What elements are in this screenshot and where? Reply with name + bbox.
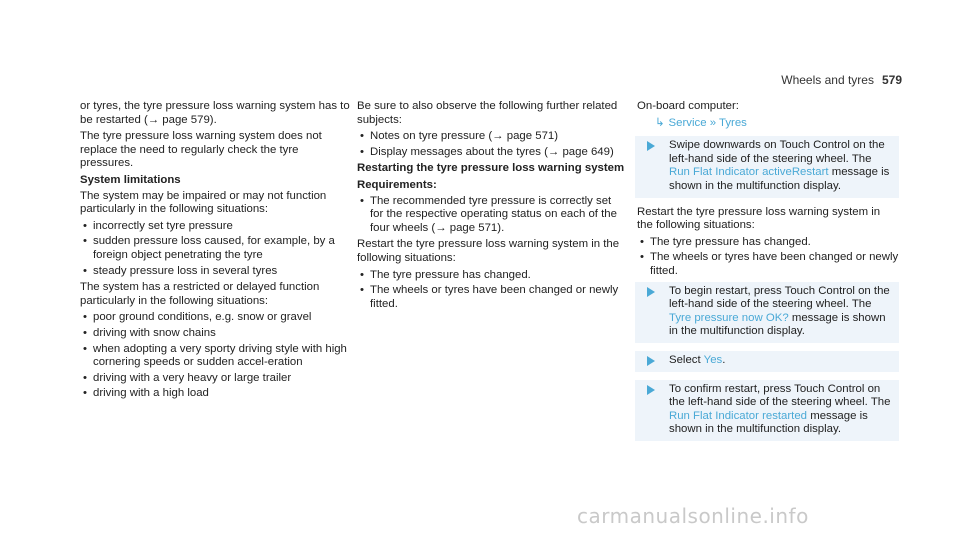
paragraph: On-board computer:: [637, 100, 739, 112]
list-item: • driving with a very heavy or large trailer: [80, 372, 352, 386]
list-item: • Display messages about the tyres (→ page 649): [357, 146, 625, 160]
paragraph: Restart the tyre pressure loss warning system in the following situations:: [357, 238, 620, 264]
step-text: Swipe downwards on Touch Control on the left-hand side of the steering wheel.: [669, 139, 885, 165]
list-item: • when adopting a very sporty driving style with high cornering speeds or sudden accel-eration: [80, 343, 352, 370]
bullet-list: [80, 220, 352, 278]
bullet-list: [357, 269, 625, 312]
paragraph: The system has a restricted or delayed function particularly in the following situations:: [80, 281, 320, 307]
column-1: [80, 100, 352, 404]
list-item: • Notes on tyre pressure (→ page 571): [357, 130, 625, 144]
paragraph: The system may be impaired or may not function particularly in the following situations:: [80, 189, 327, 216]
list-item: • steady pressure loss in several tyres: [80, 265, 352, 279]
paragraph: or tyres, the tyre pressure loss warning system has to be restarted (→ page 579).: [80, 100, 350, 126]
step-post: message is shown in the multifunction display.: [669, 409, 868, 436]
instruction-step: [635, 380, 899, 441]
paragraph: The tyre pressure loss warning system does not replace the need to regularly check the tyre pressures.: [80, 130, 322, 170]
step-post: message is shown in the multifunction display.: [669, 166, 890, 192]
display-message: Run Flat Indicator restarted: [669, 409, 808, 422]
bullet-list: [80, 311, 352, 401]
bullet-list: [357, 195, 625, 236]
display-message: Yes: [703, 353, 723, 366]
list-item: • The wheels or tyres have been changed or newly fitted.: [357, 284, 625, 311]
column-3: [637, 100, 899, 449]
step-pre: The: [851, 298, 872, 311]
display-message: Run Flat Indicator activeRestart: [669, 166, 829, 179]
step-arrow-icon: [647, 141, 655, 151]
instruction-step: [635, 136, 899, 197]
list-item: • poor ground conditions, e.g. snow or gravel: [80, 311, 352, 325]
list-item: • incorrectly set tyre pressure: [80, 220, 352, 234]
paragraph: Restart the tyre pressure loss warning system in the following situations:: [637, 205, 881, 232]
bullet-list: [357, 130, 625, 159]
bullet-list: [637, 236, 899, 279]
section-title: Wheels and tyres: [781, 73, 874, 87]
display-message: Tyre pressure now OK?: [669, 311, 789, 324]
heading-requirements: Requirements:: [357, 178, 437, 191]
column-2: [357, 100, 625, 314]
menu-item-tyres: Tyres: [719, 116, 747, 129]
list-item: • sudden pressure loss caused, for example, by a foreign object penetrating the tyre: [80, 235, 352, 262]
list-item: • The tyre pressure has changed.: [357, 269, 625, 283]
step-pre: The: [870, 396, 891, 409]
submenu-arrow-icon: ↳: [655, 116, 665, 129]
step-post: message is shown in the multifunction display.: [669, 311, 886, 338]
list-item: • The wheels or tyres have been changed or newly fitted.: [637, 251, 899, 278]
menu-path: [637, 117, 899, 131]
watermark-logo: carmanualsonline.info: [577, 504, 809, 528]
step-post: .: [722, 353, 726, 366]
menu-item-service: Service: [668, 116, 707, 129]
chevron-right-icon: »: [709, 116, 717, 129]
paragraph: Be sure to also observe the following further related subjects:: [357, 100, 618, 126]
step-text: To begin restart, press Touch Control on the left-hand side of the steering wheel.: [669, 284, 890, 311]
step-arrow-icon: [647, 356, 655, 366]
heading-system-limitations: System limitations: [80, 173, 181, 186]
list-item: • The recommended tyre pressure is correctly set for the respective operating status on each of the four wheels (→ page 571).: [357, 195, 625, 236]
list-item: • driving with snow chains: [80, 327, 352, 341]
instruction-step: [635, 282, 899, 343]
step-pre: Select: [669, 353, 701, 366]
list-item: • driving with a high load: [80, 387, 352, 401]
step-text: To confirm restart, press Touch Control on the left-hand side of the steering wheel.: [669, 382, 881, 409]
step-arrow-icon: [647, 385, 655, 395]
instruction-step: [635, 351, 899, 372]
step-pre: The: [851, 152, 872, 165]
page-number: 579: [881, 73, 902, 87]
list-item: • The tyre pressure has changed.: [637, 236, 899, 250]
heading-restarting: Restarting the tyre pressure loss warning system: [357, 162, 625, 175]
step-arrow-icon: [647, 287, 655, 297]
running-header: [781, 73, 902, 87]
